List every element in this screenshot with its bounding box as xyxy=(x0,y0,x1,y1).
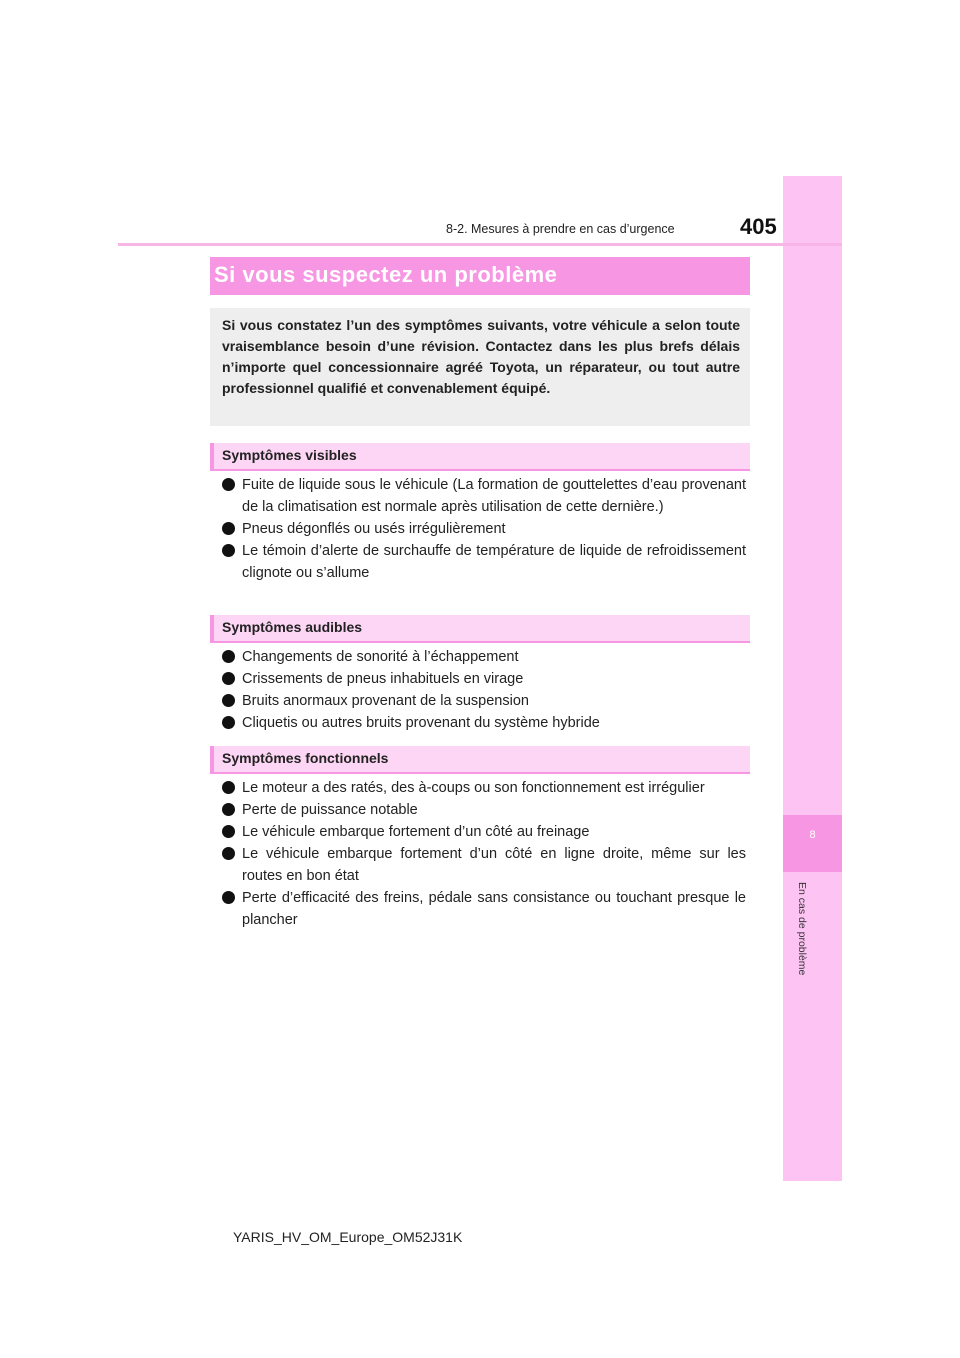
list-item xyxy=(218,668,746,690)
list-item xyxy=(218,540,746,584)
chapter-title: En cas de problème xyxy=(796,882,808,976)
bullet-icon xyxy=(222,694,235,707)
bullet-icon xyxy=(222,825,235,838)
section-label: 8-2. Mesures à prendre en cas d’urgence xyxy=(446,222,675,236)
list-item-text: Le témoin d’alerte de surchauffe de température de liquide de refroidissement clignote ou s’allume xyxy=(242,543,746,581)
section-heading-audible xyxy=(210,615,750,643)
bullet-icon xyxy=(222,672,235,685)
document-code: YARIS_HV_OM_Europe_OM52J31K xyxy=(233,1229,463,1245)
header-rule xyxy=(118,243,842,246)
section-heading-text: Symptômes visibles xyxy=(222,447,357,463)
list-item xyxy=(218,777,746,799)
bullet-icon xyxy=(222,781,235,794)
list-item xyxy=(218,474,746,518)
bullet-icon xyxy=(222,650,235,663)
section-heading-visible xyxy=(210,443,750,471)
chapter-number: 8 xyxy=(809,829,816,841)
page-title: Si vous suspectez un problème xyxy=(214,262,558,287)
list-item-text: Perte de puissance notable xyxy=(242,802,418,818)
section-heading-text: Symptômes audibles xyxy=(222,619,363,635)
list-item-text: Changements de sonorité à l’échappement xyxy=(242,649,519,665)
bullet-icon xyxy=(222,891,235,904)
page-number: 405 xyxy=(740,214,777,239)
list-item xyxy=(218,887,746,931)
bullet-icon xyxy=(222,716,235,729)
list-item-text: Crissements de pneus inhabituels en virage xyxy=(242,671,524,687)
list-item xyxy=(218,843,746,887)
bullet-icon xyxy=(222,544,235,557)
list-item xyxy=(218,518,746,540)
intro-text: Si vous constatez l’un des symptômes suivants, votre véhicule a selon toute vraisemblance besoin d’une révision. Contactez dans les plus brefs délais n’importe quel concessionnaire agréé Toyota, un réparateur, ou tout autre professionnel qualifié et convenablement équipé. xyxy=(222,317,740,396)
bullet-icon xyxy=(222,522,235,535)
symptom-list-audible xyxy=(218,646,746,734)
list-item-text: Le moteur a des ratés, des à-coups ou son fonctionnement est irrégulier xyxy=(242,780,705,796)
list-item-text: Bruits anormaux provenant de la suspension xyxy=(242,693,529,709)
list-item xyxy=(218,712,746,734)
bullet-icon xyxy=(222,847,235,860)
list-item xyxy=(218,690,746,712)
symptom-list-functional xyxy=(218,777,746,931)
section-heading-text: Symptômes fonctionnels xyxy=(222,750,389,766)
list-item-text: Cliquetis ou autres bruits provenant du système hybride xyxy=(242,715,600,731)
list-item-text: Pneus dégonflés ou usés irrégulièrement xyxy=(242,521,506,537)
chapter-side-tab xyxy=(783,176,842,1181)
section-heading-functional xyxy=(210,746,750,774)
chapter-tab-marker xyxy=(783,815,842,872)
list-item-text: Le véhicule embarque fortement d’un côté en ligne droite, même sur les routes en bon état xyxy=(242,846,746,884)
symptom-list-visible xyxy=(218,474,746,584)
list-item xyxy=(218,821,746,843)
list-item-text: Perte d’efficacité des freins, pédale sans consistance ou touchant presque le plancher xyxy=(242,890,746,928)
list-item-text: Le véhicule embarque fortement d’un côté au freinage xyxy=(242,824,590,840)
bullet-icon xyxy=(222,803,235,816)
list-item xyxy=(218,799,746,821)
list-item xyxy=(218,646,746,668)
list-item-text: Fuite de liquide sous le véhicule (La formation de gouttelettes d’eau provenant de la climatisation est normale après utilisation de cette dernière.) xyxy=(242,477,746,515)
bullet-icon xyxy=(222,478,235,491)
